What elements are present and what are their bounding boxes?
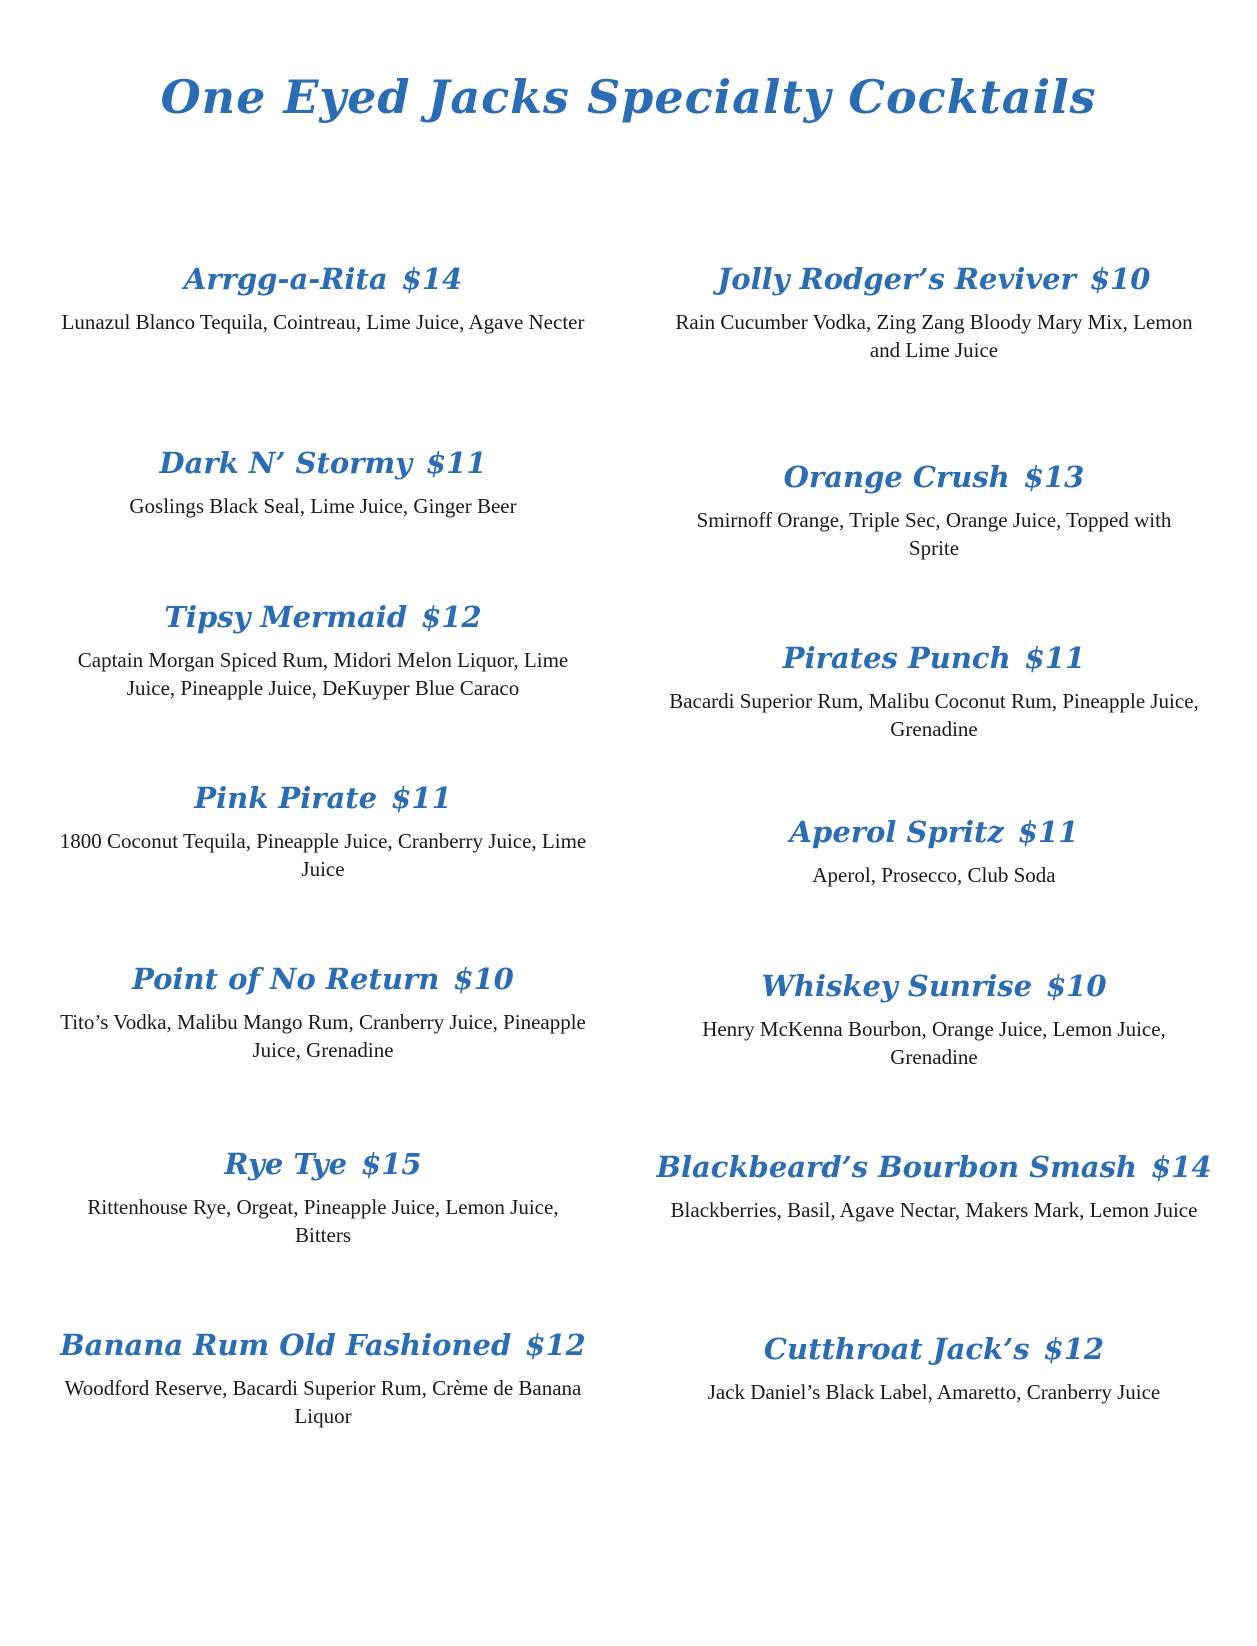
cocktail-description: Smirnoff Orange, Triple Sec, Orange Juice, Topped with Sprite — [696, 508, 1172, 560]
cocktail-description: Jack Daniel’s Black Label, Amaretto, Cranberry Juice — [707, 1380, 1161, 1404]
cocktail-name-line — [654, 641, 1214, 675]
cocktail-name: Dark N’ Stormy — [159, 446, 413, 480]
cocktail-price: $13 — [1023, 460, 1085, 494]
cocktail-name: Whiskey Sunrise — [761, 969, 1033, 1003]
cocktail-name: Rye Tye — [224, 1147, 348, 1181]
cocktail-name-line — [654, 815, 1214, 849]
cocktail-name-line — [43, 1147, 603, 1181]
cocktail-point-of-no-return — [43, 962, 603, 1064]
cocktail-pink-pirate — [43, 781, 603, 883]
cocktail-aperol-spritz — [654, 815, 1214, 889]
cocktail-name: Tipsy Mermaid — [164, 600, 408, 634]
cocktail-rye-tye — [43, 1147, 603, 1249]
menu-title: One Eyed Jacks Specialty Cocktails — [160, 70, 1097, 124]
cocktail-whiskey-sunrise — [654, 969, 1214, 1071]
cocktail-name: Orange Crush — [783, 460, 1010, 494]
cocktail-cutthroat-jacks — [654, 1332, 1214, 1406]
cocktail-name: Point of No Return — [132, 962, 440, 996]
cocktail-dark-n-stormy — [43, 446, 603, 520]
cocktail-price: $14 — [401, 262, 463, 296]
cocktail-blackbeards-bourbon-smash — [654, 1150, 1214, 1224]
cocktail-description: Goslings Black Seal, Lime Juice, Ginger Beer — [129, 494, 517, 518]
cocktail-price: $12 — [525, 1328, 586, 1362]
cocktail-description: Henry McKenna Bourbon, Orange Juice, Lemon Juice, Grenadine — [702, 1017, 1166, 1069]
cocktail-description: Rittenhouse Rye, Orgeat, Pineapple Juice, Lemon Juice, Bitters — [87, 1195, 559, 1247]
cocktail-description: Lunazul Blanco Tequila, Cointreau, Lime Juice, Agave Necter — [61, 310, 585, 334]
cocktail-name-line — [43, 962, 603, 996]
cocktail-name-line — [654, 262, 1214, 296]
cocktail-name: Cutthroat Jack’s — [763, 1332, 1030, 1366]
cocktail-orange-crush — [654, 460, 1214, 562]
cocktail-name-line — [654, 969, 1214, 1003]
cocktail-description: Rain Cucumber Vodka, Zing Zang Bloody Mary Mix, Lemon and Lime Juice — [675, 310, 1193, 362]
cocktail-name-line — [43, 600, 603, 634]
cocktail-name-line — [43, 1328, 603, 1362]
cocktail-name-line — [654, 1150, 1214, 1184]
cocktail-name: Blackbeard’s Bourbon Smash — [656, 1150, 1137, 1184]
cocktail-arrgg-a-rita — [43, 262, 603, 336]
cocktail-banana-rum-old-fashioned — [43, 1328, 603, 1430]
cocktail-description: Blackberries, Basil, Agave Nectar, Makers Mark, Lemon Juice — [670, 1198, 1198, 1222]
cocktail-description: Woodford Reserve, Bacardi Superior Rum, Crème de Banana Liquor — [64, 1376, 582, 1428]
cocktail-description: Aperol, Prosecco, Club Soda — [812, 863, 1056, 887]
cocktail-name: Jolly Rodger’s Reviver — [717, 262, 1076, 296]
cocktail-name: Aperol Spritz — [789, 815, 1004, 849]
cocktail-name-line — [654, 460, 1214, 494]
cocktail-description: 1800 Coconut Tequila, Pineapple Juice, Cranberry Juice, Lime Juice — [59, 829, 587, 881]
cocktail-name: Pink Pirate — [194, 781, 378, 815]
cocktail-pirates-punch — [654, 641, 1214, 743]
cocktail-name-line — [654, 1332, 1214, 1366]
cocktail-price: $14 — [1150, 1150, 1212, 1184]
cocktail-name: Pirates Punch — [782, 641, 1011, 675]
cocktail-name-line — [43, 781, 603, 815]
cocktail-name-line — [43, 262, 603, 296]
cocktail-price: $12 — [1043, 1332, 1105, 1366]
cocktail-price: $15 — [361, 1147, 422, 1181]
cocktail-name: Banana Rum Old Fashioned — [60, 1328, 512, 1362]
cocktail-price: $11 — [1017, 815, 1079, 849]
cocktail-name-line — [43, 446, 603, 480]
cocktail-tipsy-mermaid — [43, 600, 603, 702]
cocktail-description: Bacardi Superior Rum, Malibu Coconut Rum, Pineapple Juice, Grenadine — [669, 689, 1199, 741]
cocktail-price: $11 — [426, 446, 487, 480]
cocktail-price: $10 — [453, 962, 514, 996]
cocktail-price: $11 — [391, 781, 452, 815]
cocktail-name: Arrgg-a-Rita — [183, 262, 388, 296]
cocktail-price: $10 — [1089, 262, 1151, 296]
cocktail-price: $11 — [1024, 641, 1086, 675]
cocktail-jolly-rodgers-reviver — [654, 262, 1214, 364]
cocktail-description: Tito’s Vodka, Malibu Mango Rum, Cranberry Juice, Pineapple Juice, Grenadine — [60, 1010, 586, 1062]
cocktail-description: Captain Morgan Spiced Rum, Midori Melon Liquor, Lime Juice, Pineapple Juice, DeKuyper Blue Caraco — [77, 648, 569, 700]
cocktail-price: $12 — [421, 600, 482, 634]
cocktail-price: $10 — [1046, 969, 1107, 1003]
